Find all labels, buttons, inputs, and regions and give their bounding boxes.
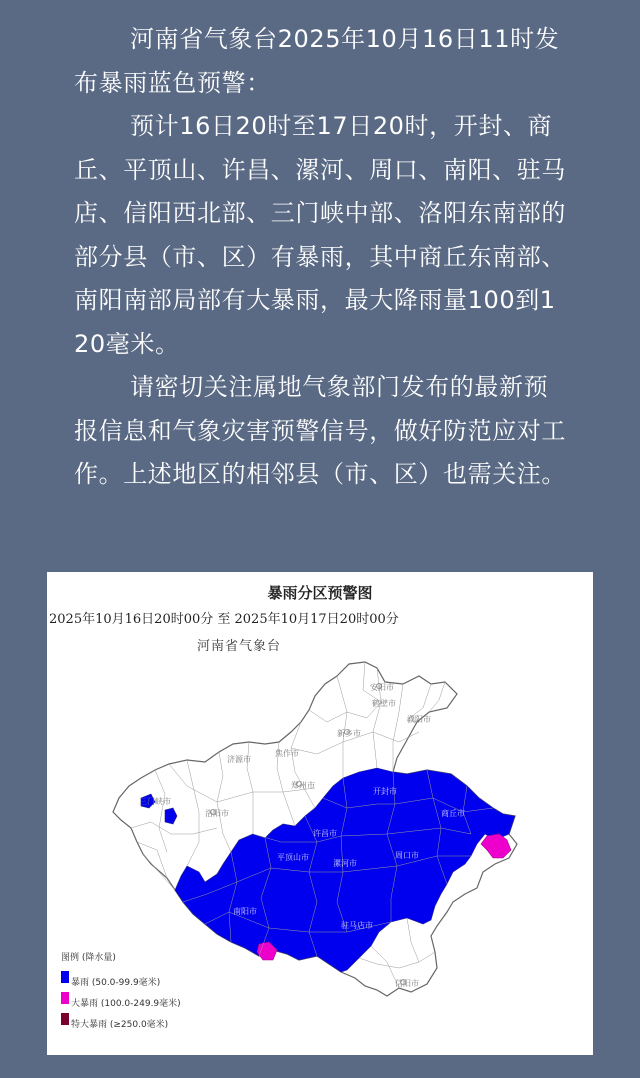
warning-forecast: 预计16日20时至17日20时，开封、商丘、平顶山、许昌、漯河、周口、南阳、驻马店、信阳西北部、三门峡中部、洛阳东南部的部分县（市、区）有暴雨，其中商丘东南部、南阳南部局部有大暴雨，最大降雨量100到120毫米。 <box>74 112 566 358</box>
legend-swatch-heavy-rainstorm <box>61 992 69 1004</box>
city-label-nanyang: 南阳市 <box>233 907 257 916</box>
warning-headline: 河南省气象台2025年10月16日11时发布暴雨蓝色预警： <box>74 25 560 97</box>
city-label-jiyuan: 济源市 <box>227 755 251 764</box>
warning-announcement <box>74 18 570 497</box>
legend-item-heavy-rainstorm <box>61 992 181 1009</box>
city-label-sanmenxia: 三门峡市 <box>139 797 171 806</box>
city-label-hebi: 鹤壁市 <box>372 699 396 708</box>
legend-label-heavy-rainstorm: 大暴雨 (100.0-249.9毫米) <box>71 999 181 1009</box>
map-title: 暴雨分区预警图 <box>267 584 373 602</box>
city-label-zhengzhou: 郑州市 <box>291 781 315 790</box>
map-valid-period: 2025年10月16日20时00分 至 2025年10月17日20时00分 <box>49 612 399 627</box>
legend-title: 图例 (降水量) <box>61 953 116 963</box>
warning-advice: 请密切关注属地气象部门发布的最新预报信息和气象灾害预警信号，做好防范应对工作。上述地区的相邻县（市、区）也需关注。 <box>74 373 566 488</box>
legend-swatch-rainstorm <box>61 971 69 983</box>
city-label-xinxiang: 新乡市 <box>337 729 361 738</box>
city-label-luohe: 漯河市 <box>333 859 357 868</box>
city-label-xuchang: 许昌市 <box>313 829 337 838</box>
map-legend <box>61 950 181 1034</box>
city-label-luoyang: 洛阳市 <box>205 809 229 818</box>
city-label-zhoukou: 周口市 <box>395 851 419 860</box>
city-label-xinyang: 信阳市 <box>395 979 419 988</box>
city-label-anyang: 安阳市 <box>370 683 394 692</box>
city-label-kaifeng: 开封市 <box>373 787 397 796</box>
city-label-puyang: 濮阳市 <box>407 715 431 724</box>
legend-item-rainstorm <box>61 971 181 988</box>
city-label-shangqiu: 商丘市 <box>441 809 465 818</box>
city-label-jiaozuo: 焦作市 <box>275 749 299 758</box>
legend-swatch-extreme-rainstorm <box>61 1013 69 1025</box>
map-issuer: 河南省气象台 <box>197 639 282 654</box>
city-label-pingdingshan: 平顶山市 <box>277 853 309 862</box>
warning-map <box>47 572 593 1055</box>
city-label-zhumadian: 驻马店市 <box>341 921 373 930</box>
legend-label-rainstorm: 暴雨 (50.0-99.9毫米) <box>71 978 161 988</box>
legend-label-extreme-rainstorm: 特大暴雨 (≥250.0毫米) <box>71 1020 169 1030</box>
legend-item-extreme-rainstorm <box>61 1013 181 1030</box>
